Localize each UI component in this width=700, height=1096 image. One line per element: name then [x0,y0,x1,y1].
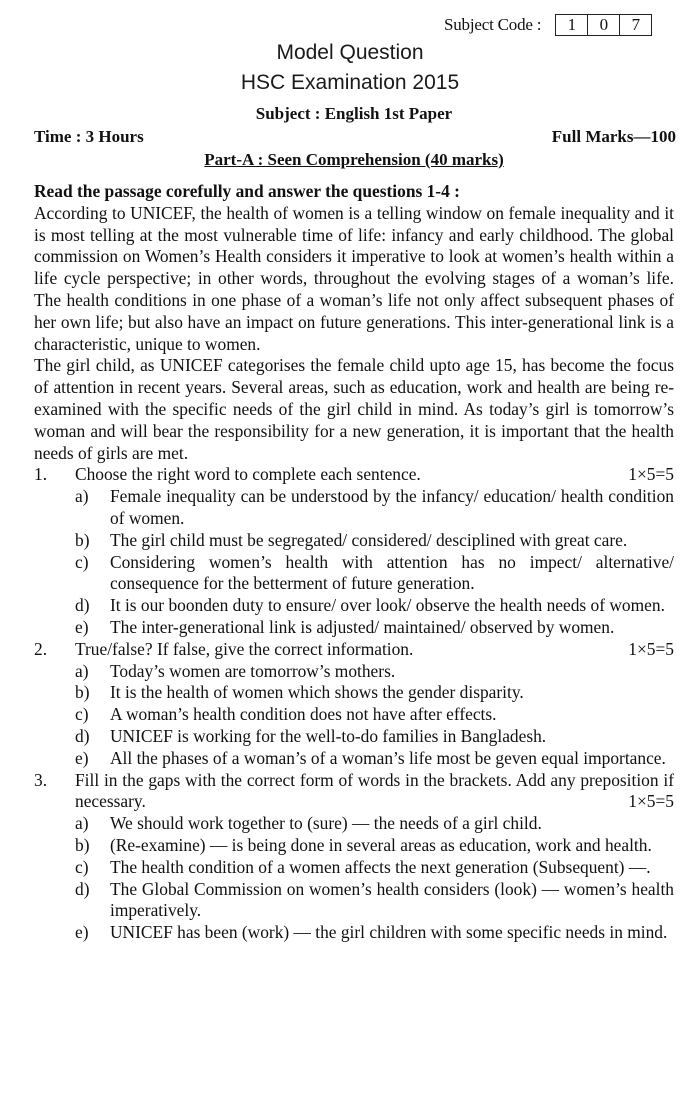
content-body [34,181,674,944]
item-label: a) [75,660,89,681]
item-label: d) [75,878,90,899]
question-heading [75,639,674,661]
item-label: e) [75,616,89,637]
item-text: (Re-examine) — is being done in several areas as education, work and health. [110,834,652,855]
item-label: c) [75,704,89,725]
question-number: 2. [34,638,48,659]
list-item [75,748,674,770]
question-1 [34,464,674,638]
item-text: All the phases of a woman’s of a woman’s life most be geven equal importance. [110,747,666,768]
subject-code-digit: 0 [587,15,619,35]
question-number: 1. [34,464,48,485]
subject-code-digit: 7 [619,15,651,35]
exam-title: HSC Examination 2015 [240,71,460,94]
item-label: e) [75,922,89,943]
item-text: The girl child must be segregated/ considered/ desciplined with great care. [110,529,628,550]
item-text: Considering women’s health with attention has no impect/ alternative/ consequence for the betterment of future generation. [110,551,674,594]
subject-code [444,14,652,36]
subject-code-label: Subject Code : [444,15,542,34]
list-item [75,813,674,835]
item-text: It is the health of women which shows the gender disparity. [110,682,524,703]
item-label: c) [75,856,89,877]
item-text: The health condition of a women affects the next generation (Subsequent) —. [110,856,651,877]
passage-instruction: Read the passage corefully and answer the questions 1-4 : [34,181,460,201]
time-marks-row [34,127,676,147]
passage-paragraph: According to UNICEF, the health of women is a telling window on female inequality and it is most telling at the most vulnerable time of life: infancy and early childhood. The global commission on Women’s Health considers it imperative to look at women’s health within a life cycle perspective; in other words, throughout the evolving stages of a woman’s life. The health conditions in one phase of a woman’s life not only affect subsequent phases of her own life; but also have an impact on future generations. This inter-generational link is a characteristic, unique to women. [34,202,674,354]
subject-line: Subject : English 1st Paper [255,104,453,123]
question-marks: 1×5=5 [628,464,674,485]
item-label: d) [75,725,90,746]
list-item [75,661,674,683]
list-item [75,922,674,944]
question-2 [34,639,674,770]
item-label: d) [75,595,90,616]
item-label: b) [75,682,90,703]
item-label: b) [75,834,90,855]
list-item [75,595,674,617]
item-text: We should work together to (sure) — the needs of a girl child. [110,813,542,834]
document-title: Model Question [276,41,424,64]
item-text: UNICEF is working for the well-to-do families in Bangladesh. [110,725,547,746]
list-item [75,704,674,726]
time-allowed: Time : 3 Hours [34,127,144,146]
subject-code-digit: 1 [567,15,577,34]
question-3 [34,770,674,944]
item-label: b) [75,529,90,550]
item-label: a) [75,486,89,507]
question-text: True/false? If false, give the correct information. [75,638,414,659]
list-item [75,552,674,596]
part-title: Part-A : Seen Comprehension (40 marks) [204,150,504,169]
question-heading [75,770,674,814]
full-marks: Full Marks—100 [551,127,676,146]
item-text: Female inequality can be understood by the infancy/ education/ health condition of women. [110,486,674,528]
question-marks: 1×5=5 [628,638,674,659]
list-item [75,879,674,923]
list-item [75,530,674,552]
subject-code-boxes [555,14,652,36]
item-text: The inter-generational link is adjusted/ maintained/ observed by women. [110,616,615,637]
question-heading [75,464,674,486]
passage-paragraph: The girl child, as UNICEF categorises the female child upto age 15, has become the focus of attention in recent years. Several areas, such as education, work and health are being re-examined with the specific needs of the girl child in mind. As today’s girl is tomorrow’s woman and will bear the responsibility for a new generation, it is important that the health needs of girls are met. [34,355,674,463]
item-text: A woman’s health condition does not have after effects. [110,704,497,725]
list-item [75,682,674,704]
question-text: Choose the right word to complete each sentence. [75,464,421,485]
question-text: Fill in the gaps with the correct form of words in the brackets. Add any preposition if necessary. [75,769,674,812]
question-number: 3. [34,769,48,790]
item-text: The Global Commission on women’s health considers (look) — women’s health imperatively. [110,878,674,921]
item-label: c) [75,551,89,572]
item-text: Today’s women are tomorrow’s mothers. [110,660,396,681]
list-item [75,835,674,857]
item-text: It is our boonden duty to ensure/ over look/ observe the health needs of women. [110,595,665,616]
list-item [75,486,674,530]
item-text: UNICEF has been (work) — the girl children with some specific needs in mind. [110,922,668,943]
list-item [75,857,674,879]
item-label: a) [75,813,89,834]
question-marks: 1×5=5 [628,791,674,812]
item-label: e) [75,747,89,768]
list-item [75,726,674,748]
list-item [75,617,674,639]
